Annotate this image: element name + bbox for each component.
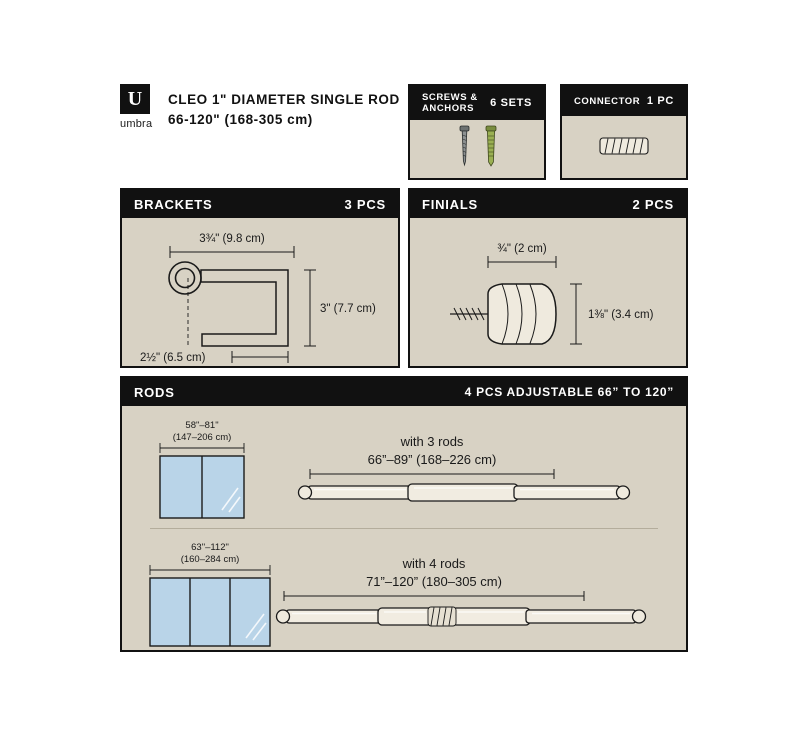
- panel-brackets-qty: 3 PCS: [344, 196, 386, 212]
- bracket-top-dimension-label: 3¾" (9.8 cm): [199, 233, 265, 245]
- panel-brackets: [120, 188, 400, 368]
- panel-finials-title: FINIALS: [422, 196, 479, 212]
- bracket-top-dimension: [170, 246, 294, 258]
- panel-brackets-title: BRACKETS: [134, 196, 213, 212]
- window-2-dimension-line-1: 63"–112": [191, 542, 229, 553]
- window-2-dimension-line-2: (160–284 cm): [180, 554, 240, 565]
- bracket-bottom-dimension-label: 2½" (6.5 cm): [140, 352, 206, 364]
- window-1-illustration: [160, 456, 244, 518]
- umbra-logo-mark: U: [120, 84, 150, 114]
- rod-assembly-4: [277, 608, 646, 625]
- page-title-line-1: CLEO 1" DIAMETER SINGLE ROD: [168, 92, 400, 107]
- panel-screws-anchors: [408, 84, 546, 180]
- bracket-shape: [169, 262, 288, 346]
- umbra-wordmark: umbra: [120, 118, 153, 130]
- finial-right-dimension: [570, 284, 582, 344]
- page-title: [168, 92, 400, 127]
- panel-screws-title-line-1: SCREWS &: [422, 92, 478, 103]
- panel-brackets-body: [122, 218, 398, 366]
- window-2-illustration: [150, 578, 270, 646]
- panel-connector-header: [562, 86, 686, 116]
- bracket-right-dimension: [304, 270, 316, 346]
- window-1-dimension-line-2: (147–206 cm): [172, 432, 232, 443]
- rods-config-1-span-label: 66”–89” (168–226 cm): [367, 452, 497, 467]
- window-2-dimension: [150, 565, 270, 575]
- rods-config-2: [122, 532, 686, 652]
- panel-finials-header: [410, 190, 686, 218]
- window-1-dimension: [160, 443, 244, 453]
- rods-config-2-caption: with 4 rods: [402, 556, 466, 571]
- panel-rods-title: RODS: [134, 384, 175, 400]
- window-1-dimension-line-1: 58"–81": [185, 420, 219, 431]
- brand-and-title: [120, 84, 420, 140]
- anchor-icon: [486, 126, 496, 166]
- panel-connector: [560, 84, 688, 180]
- connector-illustration: [562, 116, 686, 178]
- rods-divider: [150, 528, 658, 529]
- bracket-right-dimension-label: 3" (7.7 cm): [320, 303, 376, 315]
- panel-rods-header: [122, 378, 686, 406]
- rods-config-2-span-label: 71”–120” (180–305 cm): [366, 574, 502, 589]
- bracket-bottom-dimension: [188, 278, 288, 363]
- screws-illustration: [410, 120, 544, 178]
- panel-connector-body: [562, 116, 686, 178]
- panel-finials-qty: 2 PCS: [632, 196, 674, 212]
- connector-icon: [600, 138, 648, 154]
- rods-config-2-span-dimension: [284, 591, 584, 601]
- finial-stem: [450, 308, 488, 320]
- panel-rods: [120, 376, 688, 652]
- rods-config-1: [122, 410, 686, 530]
- panel-rods-body: [122, 406, 686, 650]
- screw-icon: [460, 126, 469, 165]
- page-title-line-2: 66-120" (168-305 cm): [168, 112, 313, 127]
- finial-diagram: [410, 218, 686, 366]
- finial-right-dimension-label: 1⅜" (3.4 cm): [588, 309, 654, 321]
- finial-top-dimension-label: ¾" (2 cm): [497, 243, 547, 255]
- panel-screws-title: [422, 92, 478, 114]
- panel-screws-title-line-2: ANCHORS: [422, 103, 475, 114]
- rods-config-1-span-dimension: [310, 469, 554, 479]
- panel-screws-body: [410, 120, 544, 178]
- rods-config-1-caption: with 3 rods: [400, 434, 464, 449]
- rod-center-connector-icon: [428, 607, 456, 626]
- rod-assembly-3: [299, 484, 630, 501]
- panel-screws-header: [410, 86, 544, 120]
- panel-finials: [408, 188, 688, 368]
- panel-brackets-header: [122, 190, 398, 218]
- panel-rods-qty: 4 PCS ADJUSTABLE 66” TO 120”: [464, 385, 674, 399]
- panel-connector-title: CONNECTOR: [574, 95, 641, 107]
- bracket-diagram: [122, 218, 398, 366]
- panel-finials-body: [410, 218, 686, 366]
- panel-connector-qty: 1 PC: [646, 95, 674, 107]
- finial-top-dimension: [488, 256, 556, 268]
- panel-screws-qty: 6 SETS: [490, 97, 532, 109]
